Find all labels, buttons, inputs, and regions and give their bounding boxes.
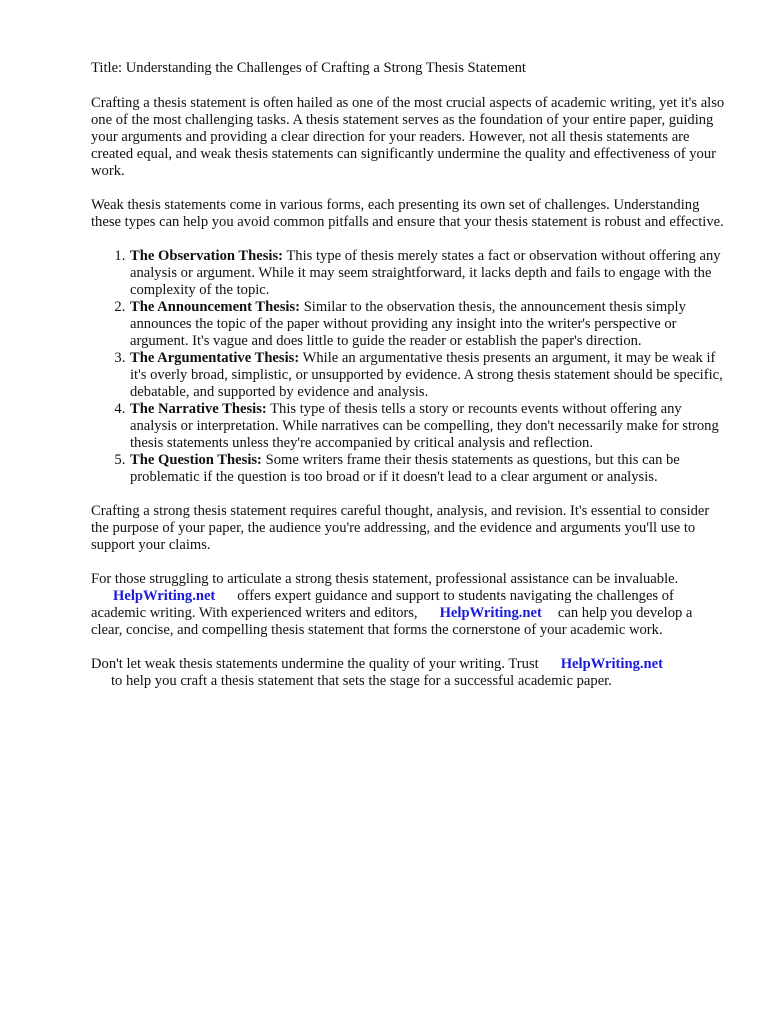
document-page — [91, 60, 727, 707]
crafting-paragraph: Crafting a strong thesis statement requires careful thought, analysis, and revision. It's essential to consider the purpose of your paper, the audience you're addressing, and the evidence and arguments you'll use to support your claims. — [91, 503, 710, 553]
document-title: Title: Understanding the Challenges of Crafting a Strong Thesis Statement — [91, 60, 526, 76]
list-item-term: The Observation Thesis: — [130, 248, 283, 264]
closing-lead: Don't let weak thesis statements undermine the quality of your writing. Trust — [91, 656, 539, 672]
intro-paragraph: Crafting a thesis statement is often hailed as one of the most crucial aspects of academic writing, yet it's also one of the most challenging tasks. A thesis statement serves as the foundation of your entire paper, guiding your arguments and providing a clear direction for your readers. However, not all thesis statements are created equal, and weak thesis statements can significantly undermine the quality and effectiveness of your work. — [91, 95, 725, 179]
list-item-text: This type of thesis merely states a fact or observation without offering any analysis or argument. While it may seem straightforward, it lacks depth and fails to engage with the complexity of the topic. — [130, 248, 721, 298]
list-item-argumentative — [129, 350, 727, 401]
list-item-text: While an argumentative thesis presents an argument, it may be weak if it's overly broad, simplistic, or unsupported by evidence. A strong thesis statement should be specific, debatable, and supported by evidence and analysis. — [130, 350, 723, 400]
list-item-term: The Argumentative Thesis: — [130, 350, 300, 366]
assistance-paragraph — [91, 571, 727, 639]
thesis-types-list — [91, 248, 727, 486]
closing-tail: to help you craft a thesis statement that sets the stage for a successful academic paper. — [111, 673, 612, 689]
assistance-lead: For those struggling to articulate a strong thesis statement, professional assistance can be invaluable. — [91, 571, 679, 587]
types-intro-paragraph: Weak thesis statements come in various forms, each presenting its own set of challenges. Understanding these types can help you avoid common pitfalls and ensure that your thesis statement is robust and effective. — [91, 197, 724, 230]
list-item-narrative — [129, 401, 727, 452]
list-item-question — [129, 452, 727, 486]
list-item-text: This type of thesis tells a story or recounts events without offering any analysis or interpretation. While narratives can be compelling, they don't necessarily make for strong thesis statements unless they're accompanied by critical analysis and reflection. — [130, 401, 719, 451]
list-item-term: The Announcement Thesis: — [130, 299, 301, 315]
helpwriting-link-3[interactable]: HelpWriting.net — [560, 656, 663, 672]
list-item-text: Some writers frame their thesis statements as questions, but this can be problematic if the question is too broad or if it doesn't lead to a clear argument or analysis. — [130, 452, 680, 485]
list-item-term: The Question Thesis: — [130, 452, 262, 468]
list-item-observation — [129, 248, 727, 299]
assistance-middle: offers expert guidance and support to students navigating the challenges of academic writing. With experienced writers and editors, — [91, 588, 674, 621]
list-item-term: The Narrative Thesis: — [130, 401, 267, 417]
assistance-tail: can help you develop a clear, concise, and compelling thesis statement that forms the cornerstone of your academic work. — [91, 605, 693, 638]
helpwriting-link-1[interactable]: HelpWriting.net — [113, 588, 216, 604]
list-item-text: Similar to the observation thesis, the announcement thesis simply announces the topic of the paper without providing any insight into the writer's perspective or argument. It's vague and does little to guide the reader or establish the paper's direction. — [130, 299, 686, 349]
helpwriting-link-2[interactable]: HelpWriting.net — [439, 605, 542, 621]
list-item-announcement — [129, 299, 727, 350]
closing-paragraph — [91, 656, 727, 690]
